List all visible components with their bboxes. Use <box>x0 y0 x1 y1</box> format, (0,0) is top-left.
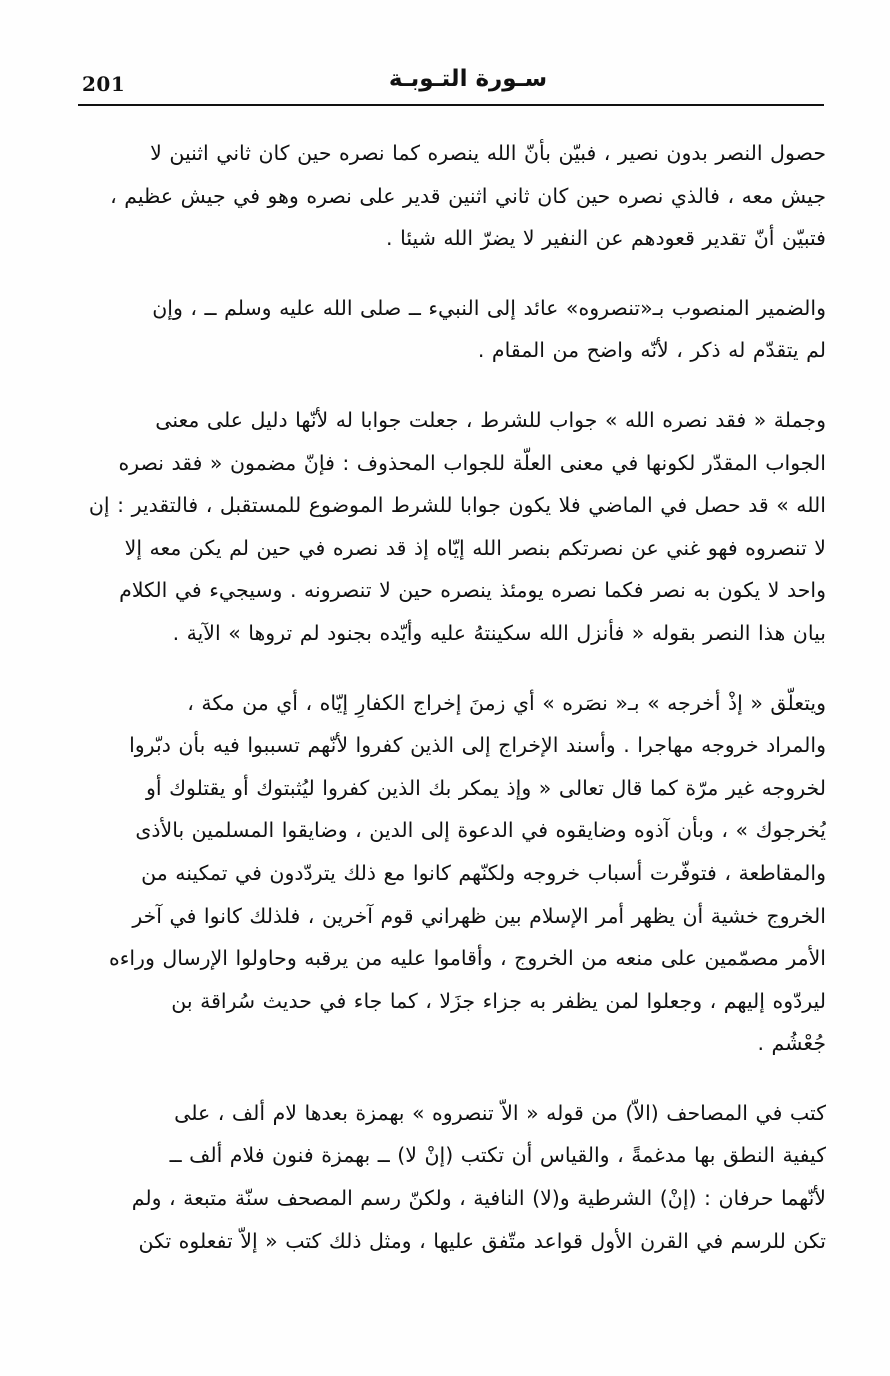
text-line: كتب في المصاحف (الاّ) من قوله « الاّ تنصروه » بهمزة بعدها لام ألف ، على <box>174 1100 826 1125</box>
header-rule <box>78 104 824 106</box>
text-line: حصول النصر بدون نصير ، فبيّن بأنّ الله ينصره كما نصره حين كان ثاني اثنين لا <box>150 141 826 165</box>
paragraph <box>80 287 826 372</box>
text-line: الله » قد حصل في الماضي فلا يكون جوابا للشرط الموضوع للمستقبل ، فالتقدير : إن <box>88 493 826 518</box>
text-line: واحد لا يكون به نصر فكما نصره يومئذ ينصره حين لا تنصرونه . وسيجيء في الكلام <box>119 578 826 603</box>
text-line: ويتعلّق « إذْ أخرجه » بـ« نصَره » أي زمنَ إخراج الكفارِ إيّاه ، أي من مكة ، <box>187 690 826 715</box>
text-line: جُعْشُم . <box>757 1031 826 1056</box>
text-line: بيان هذا النصر بقوله « فأنزل الله سكينتهُ عليه وأيّده بجنود لم تروها » الآية . <box>172 620 826 645</box>
text-line: الخروج خشية أن يظهر أمر الإسلام بين ظهراني قوم آخرين ، فلذلك كانوا في آخر <box>132 903 826 928</box>
text-line: لا تنصروه فهو غني عن نصرتكم بنصر الله إيّاه إذ قد نصره في حين لم يكن معه إلا <box>124 535 826 560</box>
text-line: الجواب المقدّر لكونها في معنى العلّة للجواب المحذوف : فإنّ مضمون « فقد نصره <box>118 450 826 475</box>
paragraph <box>80 682 826 1065</box>
text-line: الأمر مصمّمين على منعه من الخروج ، وأقاموا عليه من يرقبه وحاولوا الإرسال وراءه <box>108 946 826 971</box>
text-line: والمراد خروجه مهاجرا . وأسند الإخراج إلى الذين كفروا لأنّهم تسببوا فيه بأن دبّروا <box>129 733 826 758</box>
paragraph <box>80 399 826 655</box>
text-line: ليردّوه إليهم ، وجعلوا لمن يظفر به جزاء جزَلا ، كما جاء في حديث سُراقة بن <box>171 988 826 1013</box>
page-number: 201 <box>82 72 126 96</box>
paragraph <box>80 1092 826 1262</box>
text-line: والمقاطعة ، فتوفّرت أسباب خروجه ولكنّهم كانوا مع ذلك يتردّدون في تمكينه من <box>141 860 826 885</box>
page-header <box>78 62 824 106</box>
page-body <box>80 132 826 1262</box>
paragraph <box>80 132 826 260</box>
text-line: والضمير المنصوب بـ«تنصروه» عائد إلى النبيء ــ صلى الله عليه وسلم ــ ، وإن <box>152 295 826 320</box>
text-line: جيش معه ، فالذي نصره حين كان ثاني اثنين قدير على نصره وهو في جيش عظيم ، <box>110 183 826 208</box>
text-line: لخروجه غير مرّة كما قال تعالى « وإذ يمكر بك الذين كفروا ليُثبتوك أو يقتلوك أو <box>145 775 826 800</box>
text-line: يُخرجوك » ، وبأن آذوه وضايقوه في الدعوة إلى الدين ، وضايقوا المسلمين بالأذى <box>135 818 826 843</box>
text-line: وجملة « فقد نصره الله » جواب للشرط ، جعلت جوابا له لأنّها دليل على معنى <box>155 407 826 432</box>
text-line: تكن للرسم في القرن الأول قواعد متّفق عليها ، ومثل ذلك كتب « إلاّ تفعلوه تكن <box>138 1228 826 1253</box>
text-line: كيفية النطق بها مدغمةً ، والقياس أن تكتب (إنْ لا) ــ بهمزة فنون فلام ألف ــ <box>169 1143 826 1168</box>
running-title: سـورة التـوبـة <box>388 66 548 92</box>
text-line: لم يتقدّم له ذكر ، لأنّه واضح من المقام . <box>477 338 826 363</box>
text-line: لأنّهما حرفان : (إنْ) الشرطية و(لا) النافية ، ولكنّ رسم المصحف سنّة متبعة ، ولم <box>131 1186 826 1211</box>
text-line: فتبيّن أنّ تقدير قعودهم عن النفير لا يضرّ الله شيئا . <box>386 226 826 251</box>
